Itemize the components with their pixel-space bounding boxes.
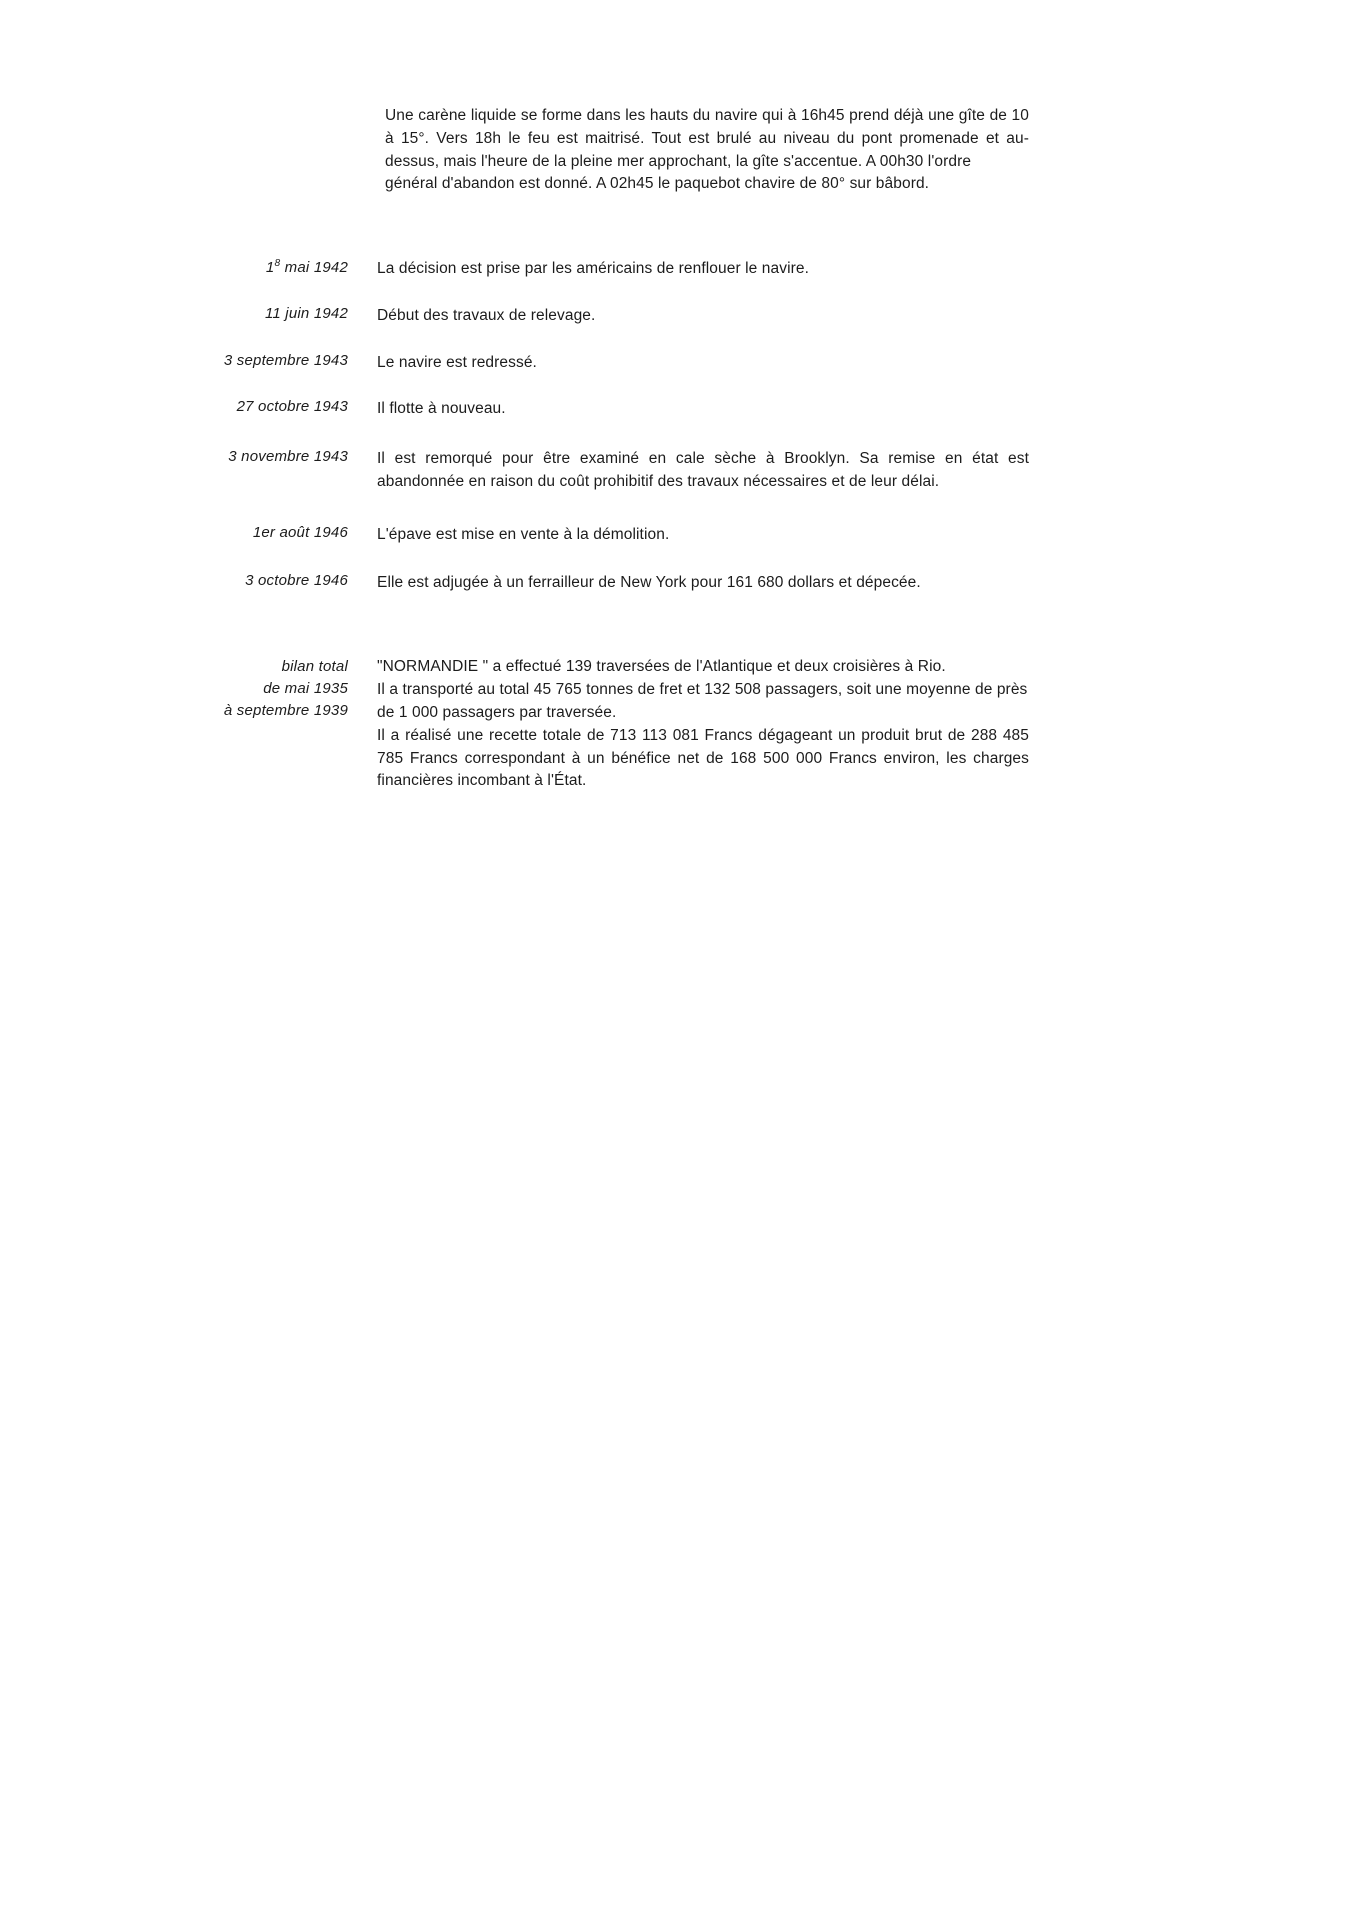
entry-description: Elle est adjugée à un ferrailleur de New York pour 161 680 dollars et dépecée. <box>377 573 921 591</box>
timeline-entry <box>0 448 1349 494</box>
entry-date: 3 septembre 1943 <box>223 351 348 369</box>
intro-last-line: général d'abandon est donné. A 02h45 le paquebot chavire de 80° sur bâbord. <box>385 175 930 193</box>
summary-text <box>348 656 1029 793</box>
summary-label-line2: de mai 1935 <box>263 680 348 698</box>
timeline-entry <box>0 572 1349 595</box>
summary-paragraph-3: Il a réalisé une recette totale de 713 113 081 Francs dégageant un produit brut de 288 485 785 Francs correspondant à un bénéfice net de 168 500 000 Francs environ, les charges financières incombant à l'État. <box>377 726 1029 790</box>
summary-label <box>0 656 348 722</box>
entry-date: 27 octobre 1943 <box>236 398 348 416</box>
entry-description: Le navire est redressé. <box>377 353 537 371</box>
intro-text: Une carène liquide se forme dans les hauts du navire qui à 16h45 prend déjà une gîte de 10 à 15°. Vers 18h le feu est maitrisé. Tout est brulé au niveau du pont promenade et au-dessus, mais l'heure de la pleine mer approchant, la gîte s'accentue. A 00h30 l'ordre <box>385 107 1029 170</box>
entry-description: Début des travaux de relevage. <box>377 306 596 324</box>
entry-date: 3 novembre 1943 <box>228 448 348 466</box>
document-content <box>0 105 1349 793</box>
summary-label-line1: bilan total <box>281 658 348 676</box>
entry-date: $1^8$ mai 1942 <box>265 258 348 277</box>
intro-paragraph <box>0 105 1349 196</box>
entry-date-superscript: 8 <box>274 258 281 270</box>
timeline-entry <box>0 398 1349 421</box>
summary-paragraph-1: "NORMANDIE " a effectué 139 traversées de l'Atlantique et deux croisières à Rio. <box>377 658 946 676</box>
timeline-entry <box>0 524 1349 547</box>
entry-description: La décision est prise par les américains de renflouer le navire. <box>377 260 810 278</box>
timeline-entry <box>0 258 1349 281</box>
timeline-entry <box>0 305 1349 328</box>
summary-label-line3: à septembre 1939 <box>223 702 348 720</box>
entry-description: Il flotte à nouveau. <box>377 400 506 418</box>
entry-description: L'épave est mise en vente à la démolition. <box>377 525 670 543</box>
summary-block <box>0 656 1349 793</box>
entry-date: 11 juin 1942 <box>264 304 348 322</box>
summary-paragraph-2: Il a transporté au total 45 765 tonnes de fret et 132 508 passagers, soit une moyenne de près de 1 000 passagers par traversée. <box>377 681 1028 721</box>
entry-date: 3 octobre 1946 <box>245 571 348 589</box>
entry-date: 1er août 1946 <box>252 523 348 541</box>
timeline-entry <box>0 352 1349 375</box>
entry-description: Il est remorqué pour être examiné en cale sèche à Brooklyn. Sa remise en état est abandonnée en raison du coût prohibitif des travaux nécessaires et de leur délai. <box>377 450 1029 491</box>
